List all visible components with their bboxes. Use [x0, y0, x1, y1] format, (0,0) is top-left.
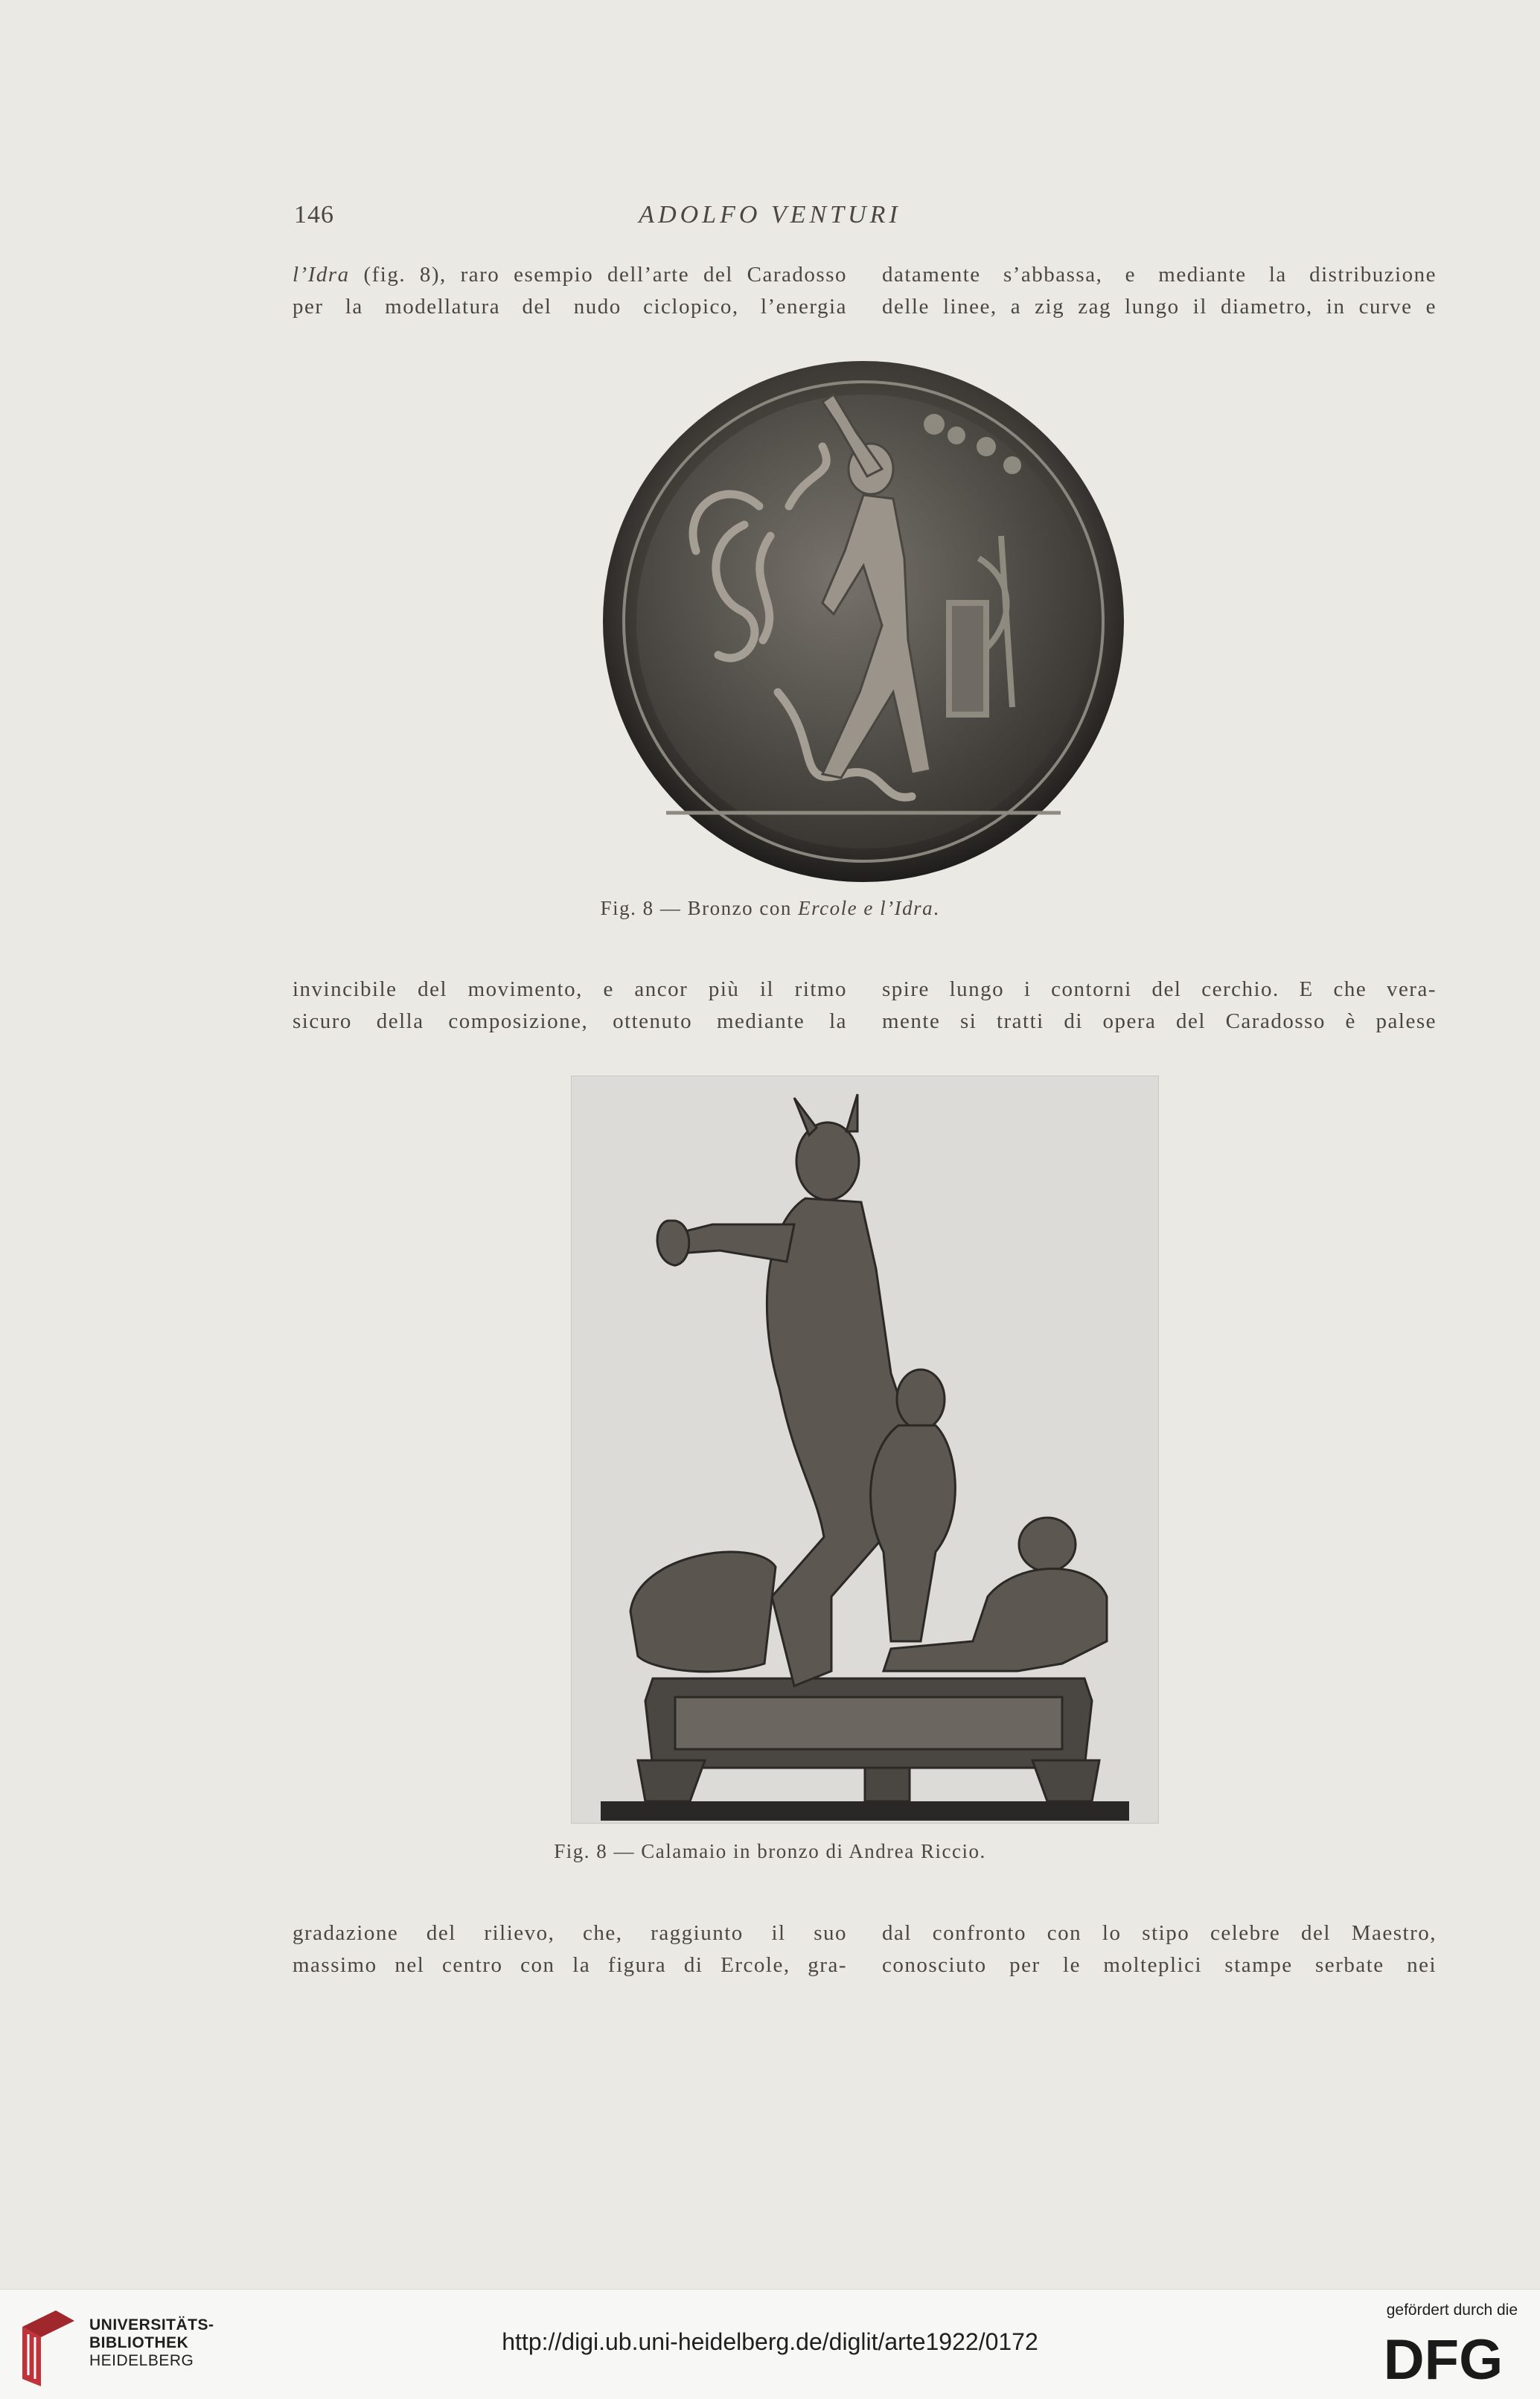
text-column-left-3	[293, 1917, 847, 1981]
text-line: gradazione del rilievo, che, raggiunto il suo	[293, 1921, 847, 1945]
figure-inkstand-photo	[571, 1076, 1159, 1824]
text-line: invincibile del movimento, e ancor più il ritmo	[293, 977, 847, 1001]
text-line: l’Idra (fig. 8), raro esempio dell’arte del Caradosso	[293, 263, 847, 287]
text-column-right-2	[882, 974, 1437, 1038]
figure-caption-1: Fig. 8 — Bronzo con Ercole e l’Idra.	[600, 897, 940, 919]
svg-text:DFG: DFG	[1383, 2328, 1504, 2388]
text-line: dal confronto con lo stipo celebre del Maestro,	[882, 1921, 1437, 1945]
funding-label: gefördert durch die	[1386, 2301, 1518, 2319]
dfg-logo-icon[interactable]	[1369, 2328, 1518, 2388]
text-column-left-1	[293, 259, 847, 323]
running-title: ADOLFO VENTURI	[639, 201, 901, 229]
text-column-right-1	[882, 259, 1437, 323]
text-line: spire lungo i contorni del cerchio. E che vera-	[882, 977, 1437, 1001]
page-number: 146	[294, 201, 334, 229]
digitization-footer	[0, 2289, 1540, 2399]
text-line: per la modellatura del nudo ciclopico, l’energia	[293, 295, 847, 319]
text-column-right-3	[882, 1917, 1437, 1981]
figure-bronze-roundel	[599, 357, 1128, 886]
text-line: conosciuto per le molteplici stampe serbate nei	[882, 1953, 1437, 1977]
text-line: sicuro della composizione, ottenuto mediante la	[293, 1009, 847, 1033]
text-column-left-2	[293, 974, 847, 1038]
source-url-link[interactable]: http://digi.ub.uni-heidelberg.de/diglit/arte1922/0172	[502, 2328, 1038, 2355]
text-line: datamente s’abbassa, e mediante la distribuzione	[882, 263, 1437, 287]
text-line: mente si tratti di opera del Caradosso è palese	[882, 1009, 1437, 1033]
text-line: massimo nel centro con la figura di Ercole, gra-	[293, 1953, 847, 1977]
page-header	[0, 201, 1540, 246]
university-library-name[interactable]: UNIVERSITÄTS- BIBLIOTHEK HEIDELBERG	[89, 2316, 214, 2369]
text-line: delle linee, a zig zag lungo il diametro, in curve e	[882, 295, 1437, 319]
figure-caption-2: Fig. 8 — Calamaio in bronzo di Andrea Riccio.	[554, 1840, 986, 1862]
